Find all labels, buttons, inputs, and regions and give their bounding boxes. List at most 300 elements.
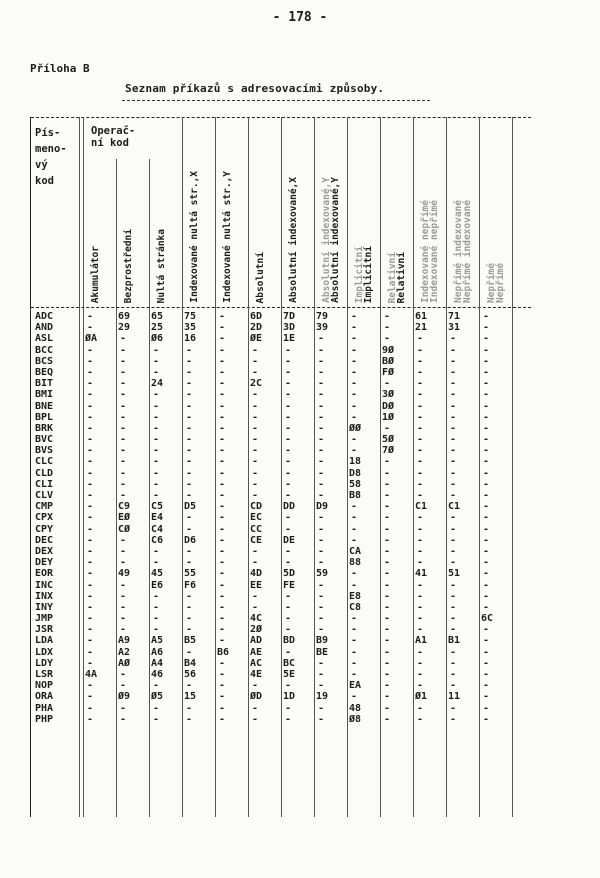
table-row [31, 591, 531, 602]
opcode-cell: - [318, 333, 325, 345]
opcode-cell: DE [283, 534, 296, 546]
opcode-cell: - [483, 545, 490, 557]
opcode-cell: C5 [151, 501, 164, 513]
opcode-cell: - [219, 680, 226, 692]
opcode-cell: - [285, 624, 292, 636]
mnemonic-cell: BCS [35, 355, 54, 367]
document-title: Seznam příkazů s adresovacími způsoby. [125, 82, 385, 95]
opcode-cell: - [186, 490, 193, 501]
opcode-cell: - [186, 601, 193, 613]
opcode-cell: - [153, 344, 160, 356]
opcode-cell: Ø8 [349, 713, 362, 725]
opcode-cell: - [87, 378, 94, 390]
opcode-cell: - [219, 534, 226, 546]
addressing-mode-label: Bezprostřední [123, 228, 134, 303]
addressing-mode-label: Absolutní [255, 251, 266, 303]
mnemonic-cell: LDY [35, 657, 54, 669]
opcode-cell: - [219, 512, 226, 524]
mnemonic-cell: BVS [35, 445, 54, 457]
mnemonic-cell: CPY [35, 523, 54, 535]
opcode-cell: - [417, 434, 424, 446]
opcode-cell: - [219, 624, 226, 636]
opcode-cell: - [483, 691, 490, 703]
table-body [31, 311, 531, 725]
opcode-cell: - [483, 344, 490, 356]
opcode-cell: B1 [448, 635, 461, 647]
mnemonic-cell: LDA [35, 635, 54, 647]
mnemonic-cell: ASL [35, 333, 54, 345]
table-row [31, 557, 531, 568]
opcode-cell: - [186, 713, 193, 725]
opcode-cell: - [120, 590, 127, 602]
opcode-cell: - [252, 366, 259, 378]
opcode-cell: - [450, 478, 457, 490]
opcode-cell: - [153, 422, 160, 434]
table-row [31, 658, 531, 669]
opcode-cell: - [186, 344, 193, 356]
mnemonic-cell: CMP [35, 501, 54, 513]
mnemonic-cell: BRK [35, 422, 54, 434]
opcode-cell: 2Ø [250, 624, 263, 636]
opcode-cell: - [318, 490, 325, 501]
opcode-cell: - [417, 378, 424, 390]
opcode-cell: ØA [85, 333, 98, 345]
opcode-cell: - [450, 355, 457, 367]
opcode-cell: - [384, 378, 391, 390]
addressing-mode-label: Indexované nepřímé [429, 200, 440, 303]
opcode-cell: 5D [283, 568, 296, 580]
opcode-cell: - [483, 635, 490, 647]
opcode-cell: - [450, 534, 457, 546]
opcode-cell: - [417, 366, 424, 378]
opcode-cell: - [450, 422, 457, 434]
opcode-cell: DD [283, 501, 296, 513]
opcode-cell: - [186, 411, 193, 423]
opcode-cell: - [252, 702, 259, 714]
opcode-cell: - [120, 411, 127, 423]
opcode-cell: - [417, 613, 424, 625]
addressing-mode-header [314, 127, 340, 305]
table-row [31, 524, 531, 535]
opcode-cell: - [417, 702, 424, 714]
opcode-cell: - [483, 702, 490, 714]
table-row [31, 669, 531, 680]
opcode-cell: C8 [349, 601, 362, 613]
opcode-cell: - [153, 713, 160, 725]
addressing-mode-label: Implicitní [354, 245, 365, 303]
table-row [31, 378, 531, 389]
opcode-cell: - [87, 322, 94, 334]
opcode-cell: - [285, 557, 292, 569]
opcode-cell: - [417, 557, 424, 569]
opcode-cell: CD [250, 501, 263, 513]
addressing-mode-label: Nepřímé indexované [462, 200, 473, 303]
mnemonic-cell: BMI [35, 389, 54, 401]
opcode-cell: - [252, 355, 259, 367]
opcode-cell: 1Ø [382, 411, 395, 423]
opcode-cell: - [186, 545, 193, 557]
opcode-cell: - [450, 702, 457, 714]
opcode-cell: - [252, 411, 259, 423]
opcode-cell: 15 [184, 691, 197, 703]
opcode-cell: - [450, 713, 457, 725]
opcode-cell: - [384, 456, 391, 468]
opcode-cell: AD [250, 635, 263, 647]
opcode-cell: - [450, 624, 457, 636]
opcode-cell: - [285, 411, 292, 423]
opcode-cell: - [450, 669, 457, 680]
opcode-cell: - [186, 590, 193, 602]
opcode-cell: - [120, 344, 127, 356]
opcode-cell: - [219, 389, 226, 401]
mnemonic-cell: INY [35, 601, 54, 613]
opcode-cell: - [285, 478, 292, 490]
opcode-cell: - [318, 613, 325, 625]
opcode-cell: D6 [184, 534, 197, 546]
opcode-cell: - [285, 456, 292, 468]
opcode-cell: - [153, 478, 160, 490]
opcode-cell: - [252, 557, 259, 569]
opcode-cell: - [219, 702, 226, 714]
opcode-cell: - [120, 478, 127, 490]
opcode-cell: - [219, 467, 226, 479]
opcode-cell: - [153, 601, 160, 613]
opcode-cell: EA [349, 680, 362, 692]
opcode-cell: - [120, 333, 127, 345]
opcode-cell: - [351, 613, 358, 625]
opcode-cell: B9 [316, 635, 329, 647]
opcode-cell: 49 [118, 568, 131, 580]
opcode-cell: - [186, 378, 193, 390]
mnemonic-cell: JSR [35, 624, 54, 636]
opcode-cell: EØ [118, 512, 131, 524]
opcode-cell: - [483, 422, 490, 434]
opcode-cell: - [87, 490, 94, 501]
mnemonic-cell: ORA [35, 691, 54, 703]
opcode-cell: - [483, 434, 490, 446]
mnemonic-cell: BPL [35, 411, 54, 423]
opcode-cell: - [483, 501, 490, 513]
table-row [31, 635, 531, 646]
opcode-cell: - [351, 568, 358, 580]
opcode-cell: - [450, 434, 457, 446]
opcode-cell: - [450, 523, 457, 535]
opcode-cell: - [120, 545, 127, 557]
opcode-cell: - [483, 311, 490, 322]
opcode-cell: - [87, 635, 94, 647]
opcode-cell: - [120, 534, 127, 546]
opcode-cell: - [252, 445, 259, 457]
table-row [31, 580, 531, 591]
opcode-cell: - [417, 355, 424, 367]
opcode-cell: - [318, 389, 325, 401]
opcode-cell: - [87, 411, 94, 423]
mnemonic-cell: NOP [35, 680, 54, 692]
opcode-cell: - [318, 378, 325, 390]
opcode-cell: - [417, 422, 424, 434]
opcode-cell: AE [250, 646, 263, 658]
opcode-cell: - [483, 523, 490, 535]
table-row [31, 680, 531, 691]
opcode-cell: A9 [118, 635, 131, 647]
opcode-cell: Ø6 [151, 333, 164, 345]
opcode-cell: EC [250, 512, 263, 524]
opcode-cell: - [351, 400, 358, 412]
opcode-cell: - [384, 691, 391, 703]
opcode-cell: - [318, 657, 325, 669]
opcode-cell: - [120, 601, 127, 613]
opcode-cell: - [186, 355, 193, 367]
opcode-cell: - [351, 322, 358, 334]
opcode-cell: D8 [349, 467, 362, 479]
opcode-cell: - [87, 613, 94, 625]
addressing-mode-label: Nultá stránka [156, 228, 167, 303]
opcode-cell: - [450, 512, 457, 524]
mnemonic-cell: DEY [35, 557, 54, 569]
table-row [31, 691, 531, 702]
opcode-cell: - [87, 590, 94, 602]
opcode-cell: 19 [316, 691, 329, 703]
opcode-cell: - [450, 646, 457, 658]
opcode-cell: - [351, 389, 358, 401]
opcode-cell: - [219, 411, 226, 423]
opcode-header-line: ní kod [91, 137, 129, 149]
mnemonic-cell: ADC [35, 311, 54, 322]
opcode-cell: - [285, 702, 292, 714]
title-underline [122, 100, 430, 101]
addressing-mode-label: Indexované nultá str.,Y [222, 171, 233, 303]
opcode-cell: - [87, 456, 94, 468]
opcode-cell: - [483, 590, 490, 602]
opcode-cell: - [219, 501, 226, 513]
opcode-cell: - [219, 422, 226, 434]
opcode-cell: EE [250, 579, 263, 591]
opcode-cell: - [219, 545, 226, 557]
opcode-cell: 6C [481, 613, 494, 625]
opcode-cell: - [318, 669, 325, 680]
opcode-cell: - [384, 635, 391, 647]
opcode-cell: - [186, 389, 193, 401]
opcode-cell: B8 [349, 490, 362, 501]
opcode-cell: - [285, 523, 292, 535]
opcode-cell: - [384, 613, 391, 625]
table-row [31, 356, 531, 367]
opcode-cell: A4 [151, 657, 164, 669]
opcode-cell: - [252, 400, 259, 412]
opcode-cell: - [318, 557, 325, 569]
opcode-cell: - [120, 378, 127, 390]
opcode-cell: - [120, 702, 127, 714]
opcode-cell: - [384, 590, 391, 602]
table-row [31, 445, 531, 456]
addressing-mode-header [83, 127, 109, 305]
opcode-cell: 55 [184, 568, 197, 580]
opcode-cell: - [285, 389, 292, 401]
opcode-cell: - [153, 366, 160, 378]
opcode-cell: - [219, 344, 226, 356]
opcode-cell: - [87, 702, 94, 714]
table-row [31, 456, 531, 467]
opcode-cell: - [252, 490, 259, 501]
opcode-cell: - [318, 422, 325, 434]
opcode-cell: - [450, 601, 457, 613]
table-row [31, 468, 531, 479]
opcode-cell: 29 [118, 322, 131, 334]
opcode-cell: - [417, 669, 424, 680]
opcode-cell: - [450, 490, 457, 501]
opcode-cell: - [186, 624, 193, 636]
opcode-cell: - [120, 445, 127, 457]
opcode-cell: - [483, 512, 490, 524]
mnemonic-cell: CLV [35, 490, 54, 501]
opcode-cell: B5 [184, 635, 197, 647]
opcode-cell: - [219, 523, 226, 535]
opcode-cell: - [186, 512, 193, 524]
opcode-cell: - [219, 434, 226, 446]
opcode-cell: - [483, 333, 490, 345]
opcode-cell: - [153, 702, 160, 714]
opcode-cell: - [384, 322, 391, 334]
opcode-cell: 79 [316, 311, 329, 322]
mnemonic-header-line: meno- [35, 143, 67, 155]
opcode-cell: - [285, 467, 292, 479]
opcode-cell: - [87, 355, 94, 367]
opcode-cell: BØ [382, 355, 395, 367]
opcode-cell: C6 [151, 534, 164, 546]
opcode-cell: - [417, 456, 424, 468]
opcode-cell: 1E [283, 333, 296, 345]
opcode-cell: - [219, 378, 226, 390]
opcode-cell: - [252, 601, 259, 613]
opcode-cell: - [450, 456, 457, 468]
opcode-cell: - [384, 568, 391, 580]
opcode-cell: - [87, 601, 94, 613]
opcode-cell: - [186, 422, 193, 434]
opcode-cell: 24 [151, 378, 164, 390]
opcode-cell: - [351, 512, 358, 524]
opcode-cell: - [252, 434, 259, 446]
opcode-cell: - [153, 624, 160, 636]
opcode-cell: - [285, 355, 292, 367]
opcode-cell: - [450, 411, 457, 423]
addressing-mode-header [116, 127, 142, 305]
opcode-cell: - [450, 400, 457, 412]
opcode-cell: BC [283, 657, 296, 669]
addressing-mode-header [479, 127, 505, 305]
mnemonic-cell: BCC [35, 344, 54, 356]
opcode-cell: - [285, 490, 292, 501]
opcode-cell: - [120, 669, 127, 680]
opcode-cell: - [483, 669, 490, 680]
opcode-cell: - [120, 467, 127, 479]
opcode-cell: - [219, 669, 226, 680]
opcode-cell: - [252, 389, 259, 401]
opcode-cell: - [153, 355, 160, 367]
opcode-cell: - [186, 646, 193, 658]
opcode-cell: - [417, 545, 424, 557]
mnemonic-cell: CLI [35, 478, 54, 490]
mnemonic-cell: LDX [35, 646, 54, 658]
opcode-cell: - [285, 422, 292, 434]
opcode-cell: - [87, 624, 94, 636]
opcode-cell: - [87, 713, 94, 725]
opcode-cell: - [483, 624, 490, 636]
opcode-cell: - [87, 311, 94, 322]
opcode-cell: FØ [382, 366, 395, 378]
opcode-cell: FE [283, 579, 296, 591]
opcode-cell: 41 [415, 568, 428, 580]
opcode-cell: - [318, 590, 325, 602]
opcode-cell: - [450, 545, 457, 557]
mnemonic-cell: JMP [35, 613, 54, 625]
opcode-cell: 56 [184, 669, 197, 680]
opcode-cell: - [351, 434, 358, 446]
opcode-cell: F6 [184, 579, 197, 591]
opcode-cell: 16 [184, 333, 197, 345]
opcode-cell: - [351, 691, 358, 703]
opcode-cell: - [219, 490, 226, 501]
addressing-mode-header [446, 127, 472, 305]
opcode-cell: - [120, 422, 127, 434]
opcode-cell: - [120, 389, 127, 401]
opcode-cell: - [252, 344, 259, 356]
opcode-cell: - [450, 557, 457, 569]
opcode-cell: - [87, 478, 94, 490]
opcode-cell: - [219, 355, 226, 367]
table-row [31, 490, 531, 501]
opcode-cell: - [120, 579, 127, 591]
mnemonic-cell: LSR [35, 669, 54, 680]
mnemonic-cell: CLC [35, 456, 54, 468]
opcode-cell: - [87, 445, 94, 457]
mnemonic-cell: INX [35, 590, 54, 602]
opcode-cell: - [153, 590, 160, 602]
addressing-mode-header [281, 127, 307, 305]
opcode-cell: - [186, 456, 193, 468]
opcode-cell: - [417, 445, 424, 457]
opcode-cell: - [483, 646, 490, 658]
mnemonic-cell: CLD [35, 467, 54, 479]
opcode-cell: - [219, 311, 226, 322]
table-row [31, 546, 531, 557]
table-row [31, 333, 531, 344]
opcode-cell: - [384, 702, 391, 714]
opcode-header-line: Operač- [91, 125, 136, 137]
opcode-cell: - [384, 624, 391, 636]
opcode-cell: CE [250, 534, 263, 546]
opcode-cell: 3D [283, 322, 296, 334]
opcode-cell: - [384, 422, 391, 434]
opcode-cell: - [318, 344, 325, 356]
opcode-cell: - [318, 624, 325, 636]
addressing-mode-label: Absolutní indexované,Y [321, 177, 332, 303]
addressing-mode-header [248, 127, 274, 305]
opcode-cell: - [120, 456, 127, 468]
opcode-cell: ØE [250, 333, 263, 345]
opcode-cell: - [318, 601, 325, 613]
opcode-cell: - [87, 534, 94, 546]
table-row [31, 535, 531, 546]
opcode-cell: - [351, 646, 358, 658]
opcode-cell: - [483, 355, 490, 367]
opcode-cell: A5 [151, 635, 164, 647]
addressing-mode-label: Indexované nultá str.,X [189, 171, 200, 303]
opcode-cell: 48 [349, 702, 362, 714]
addressing-mode-label: Absolutní indexované,X [288, 177, 299, 303]
appendix-label: Příloha B [30, 62, 90, 75]
opcode-cell: E8 [349, 590, 362, 602]
opcode-cell: - [120, 680, 127, 692]
